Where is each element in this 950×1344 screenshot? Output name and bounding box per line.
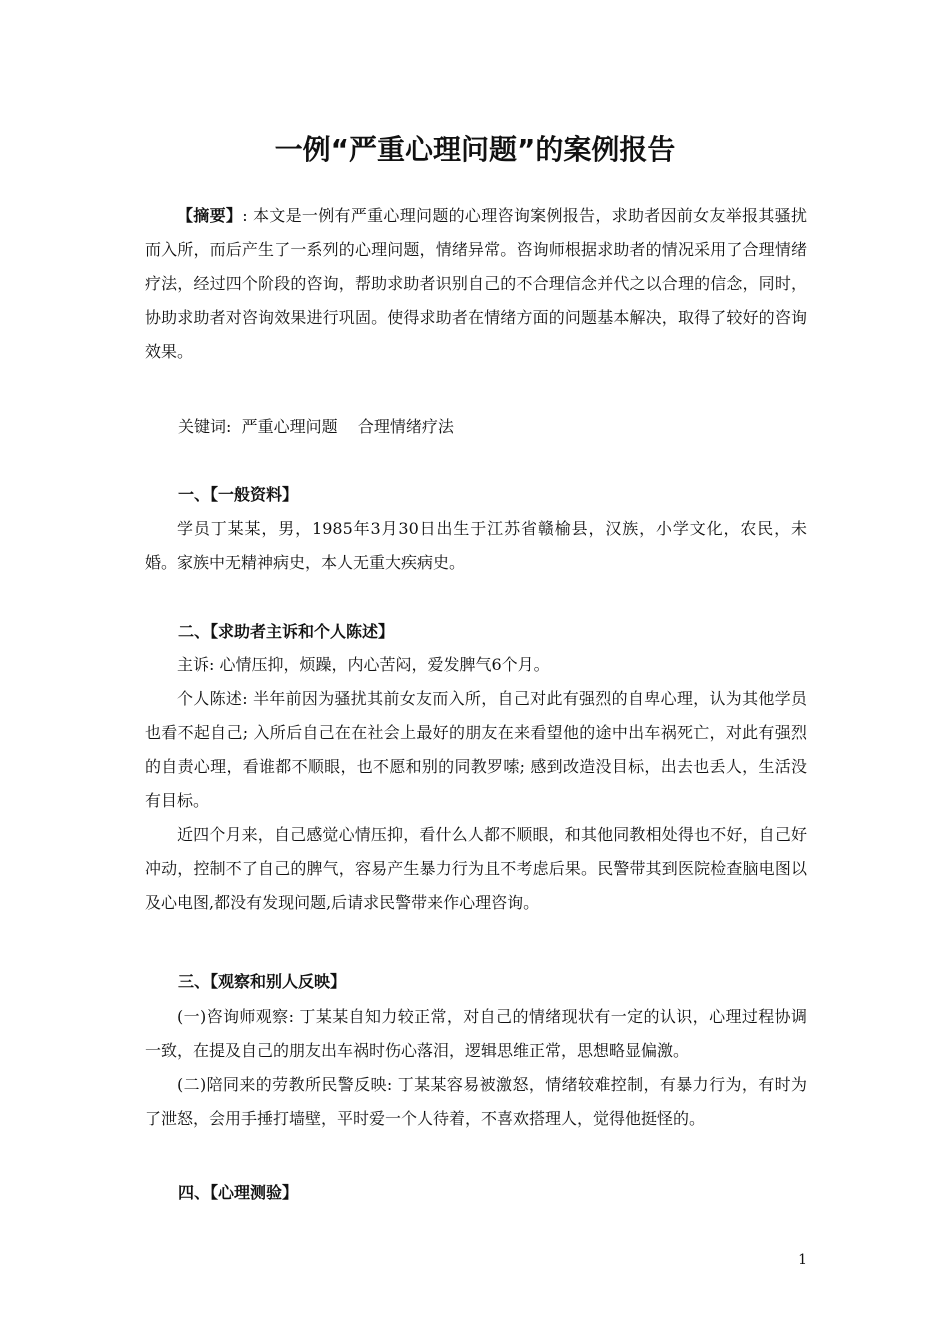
abstract [145, 199, 807, 369]
keywords: 关键词: 严重心理问题 合理情绪疗法 [178, 417, 454, 436]
paragraph: (二)陪同来的劳教所民警反映: 丁某某容易被激怒，情绪较难控制，有暴力行为，有时为了泄怒，会用手捶打墙壁，平时爱一个人待着，不喜欢搭理人，觉得他挺怪的。 [145, 1075, 807, 1128]
abstract-label: 【摘要】 [177, 206, 243, 225]
section-body-complaint [145, 648, 807, 920]
page-number: 1 [798, 1252, 807, 1268]
document-title: 一例“严重心理问题”的案例报告 [274, 133, 676, 166]
section-title-psych-test: 四、【心理测验】 [178, 1183, 299, 1202]
section-title-complaint: 二、【求助者主诉和个人陈述】 [178, 622, 395, 641]
paragraph: 个人陈述: 半年前因为骚扰其前女友而入所，自己对此有强烈的自卑心理，认为其他学员也看不起自己; 入所后自己在在社会上最好的朋友在来看望他的途中出车祸死亡，对此有强烈的自责心理，看谁都不顺眼，也不愿和别的同教罗嗦; 感到改造没目标，出去也丢人，生活没有目标。 [145, 689, 807, 810]
paragraph: 近四个月来，自己感觉心情压抑，看什么人都不顺眼，和其他同教相处得也不好，自己好冲动，控制不了自己的脾气，容易产生暴力行为且不考虑后果。民警带其到医院检查脑电图以及心电图,都没有发现问题,后请求民警带来作心理咨询。 [145, 825, 807, 912]
abstract-text: : 本文是一例有严重心理问题的心理咨询案例报告，求助者因前女友举报其骚扰而入所，而后产生了一系列的心理问题，情绪异常。咨询师根据求助者的情况采用了合理情绪疗法，经过四个阶段的咨询，帮助求助者识别自己的不合理信念并代之以合理的信念，同时，协助求助者对咨询效果进行巩固。使得求助者在情绪方面的问题基本解决，取得了较好的咨询效果。 [145, 206, 807, 361]
section-title-general-info: 一、【一般资料】 [178, 485, 299, 504]
section-body-observation [145, 1000, 807, 1136]
section-body-general-info [145, 512, 807, 580]
paragraph: 学员丁某某，男，1985年3月30日出生于江苏省赣榆县，汉族，小学文化，农民，未婚。家族中无精神病史，本人无重大疾病史。 [145, 519, 807, 572]
paragraph: (一)咨询师观察: 丁某某自知力较正常，对自己的情绪现状有一定的认识，心理过程协调一致，在提及自己的朋友出车祸时伤心落泪，逻辑思维正常，思想略显偏激。 [145, 1007, 807, 1060]
paragraph: 主诉: 心情压抑，烦躁，内心苦闷，爱发脾气6个月。 [177, 655, 550, 674]
section-title-observation: 三、【观察和别人反映】 [178, 972, 347, 991]
